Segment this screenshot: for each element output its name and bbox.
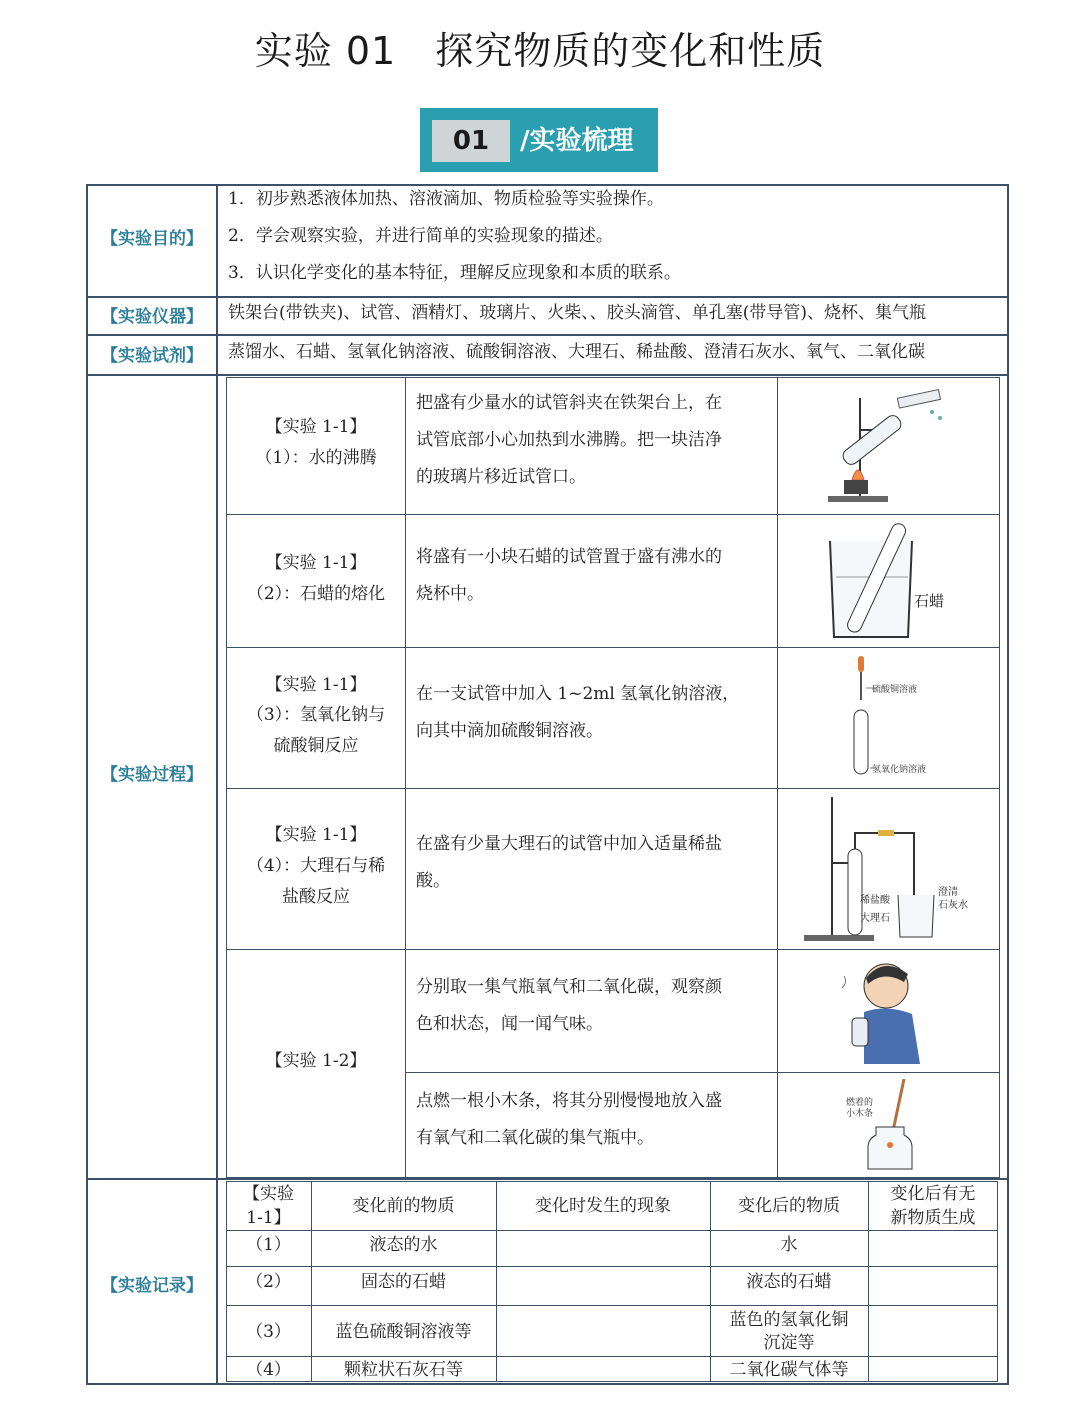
record-after: 沉淀等 [763, 1333, 815, 1353]
figure-label-marble: 大理石 [860, 913, 890, 924]
experiment-step: 分别取一集气瓶氧气和二氧化碳，观察颜 [416, 977, 722, 997]
experiment-name: 【实验 1-2】 [265, 1051, 367, 1071]
record-row-id: （3） [246, 1322, 291, 1342]
record-label: 【实验记录】 [101, 1276, 203, 1296]
boiling-water-figure [780, 380, 998, 512]
figure-label-hcl: 稀盐酸 [860, 895, 890, 906]
wax-melting-figure [780, 517, 998, 645]
reagents-text: 蒸馏水、石蜡、氢氧化钠溶液、硫酸铜溶液、大理石、稀盐酸、澄清石灰水、氧气、二氧化碳 [228, 342, 925, 362]
experiment-sub: （1）：水的沸腾 [255, 448, 377, 468]
figure-label-cuso4: 硫酸铜溶液 [872, 685, 918, 695]
record-before: 液态的水 [369, 1235, 438, 1255]
experiment-sub: 硫酸铜反应 [273, 736, 359, 756]
apparatus-label: 【实验仪器】 [101, 307, 203, 327]
experiment-step: 酸。 [416, 871, 450, 891]
experiment-step: 在一支试管中加入 1~2ml 氢氧化钠溶液， [416, 684, 740, 704]
purpose-item: 2．学会观察实验，并进行简单的实验现象的描述。 [228, 226, 613, 246]
page-title: 实验 01 探究物质的变化和性质 [254, 29, 826, 73]
experiment-step: 向其中滴加硫酸铜溶液。 [416, 721, 603, 741]
record-before: 颗粒状石灰石等 [344, 1360, 463, 1380]
figure-label-naoh: 氢氧化钠溶液 [872, 765, 927, 775]
record-before: 蓝色硫酸铜溶液等 [335, 1322, 472, 1342]
figure-label-limewater-2: 石灰水 [938, 900, 968, 911]
record-after: 蓝色的氢氧化铜 [729, 1310, 849, 1330]
experiment-sub: （3）：氢氧化钠与 [246, 705, 386, 725]
apparatus-text: 铁架台(带铁夹)、试管、酒精灯、玻璃片、火柴、、胶头滴管、单孔塞(带导管)、烧杯、集气瓶 [228, 303, 927, 323]
label-divider [216, 184, 218, 1385]
record-header: 变化前的物质 [352, 1196, 455, 1216]
experiment-name: 【实验 1-1】 [265, 553, 367, 573]
smelling-gas-figure [780, 952, 998, 1070]
figure-label-stick-2: 小木条 [846, 1109, 874, 1119]
naoh-cuso4-figure [780, 650, 998, 786]
experiment-step: 在盛有少量大理石的试管中加入适量稀盐 [416, 834, 722, 854]
figure-label-limewater-1: 澄清 [938, 887, 958, 898]
purpose-item: 3．认识化学变化的基本特征，理解反应现象和本质的联系。 [228, 263, 681, 283]
record-row-id: （1） [246, 1235, 291, 1255]
experiment-step: 色和状态，闻一闻气味。 [416, 1014, 603, 1034]
record-header: 变化时发生的现象 [535, 1196, 671, 1216]
section-number: 01 [432, 120, 510, 162]
record-after: 二氧化碳气体等 [729, 1360, 849, 1380]
reagents-label: 【实验试剂】 [101, 346, 203, 366]
record-after: 液态的石蜡 [746, 1272, 832, 1292]
record-header: 【实验 [243, 1184, 294, 1204]
experiment-step: 将盛有一小块石蜡的试管置于盛有沸水的 [416, 547, 722, 567]
experiment-name: 【实验 1-1】 [265, 417, 367, 437]
experiment-step: 有氧气和二氧化碳的集气瓶中。 [416, 1128, 654, 1148]
experiment-sub: 盐酸反应 [282, 887, 350, 907]
burning-stick-figure [780, 1075, 998, 1175]
record-after: 水 [780, 1235, 798, 1255]
record-before: 固态的石蜡 [361, 1272, 446, 1292]
experiment-step: 试管底部小心加热到水沸腾。把一块洁净 [416, 430, 722, 450]
record-header: 新物质生成 [890, 1208, 976, 1228]
experiment-step: 点燃一根小木条，将其分别慢慢地放入盛 [416, 1091, 722, 1111]
experiment-sub: （4）：大理石与稀 [246, 856, 386, 876]
figure-label-stick-1: 燃着的 [846, 1098, 874, 1108]
record-header: 变化后有无 [890, 1184, 976, 1204]
experiment-step: 的玻璃片移近试管口。 [416, 467, 586, 487]
record-header: 变化后的物质 [738, 1196, 840, 1216]
figure-label-wax: 石蜡 [914, 592, 945, 610]
experiment-name: 【实验 1-1】 [265, 825, 367, 845]
record-row-id: （2） [246, 1272, 291, 1292]
record-header: 1-1】 [246, 1208, 291, 1228]
experiment-step: 把盛有少量水的试管斜夹在铁架台上，在 [416, 393, 722, 413]
purpose-item: 1．初步熟悉液体加热、溶液滴加、物质检验等实验操作。 [228, 189, 664, 209]
experiment-name: 【实验 1-1】 [265, 675, 367, 695]
purpose-label: 【实验目的】 [101, 229, 203, 249]
experiment-sub: （2）：石蜡的熔化 [246, 584, 386, 604]
experiment-step: 烧杯中。 [416, 584, 484, 604]
marble-hcl-figure [780, 791, 998, 947]
process-label: 【实验过程】 [101, 765, 203, 785]
section-title: /实验梳理 [520, 126, 634, 156]
record-row-id: （4） [246, 1360, 291, 1380]
